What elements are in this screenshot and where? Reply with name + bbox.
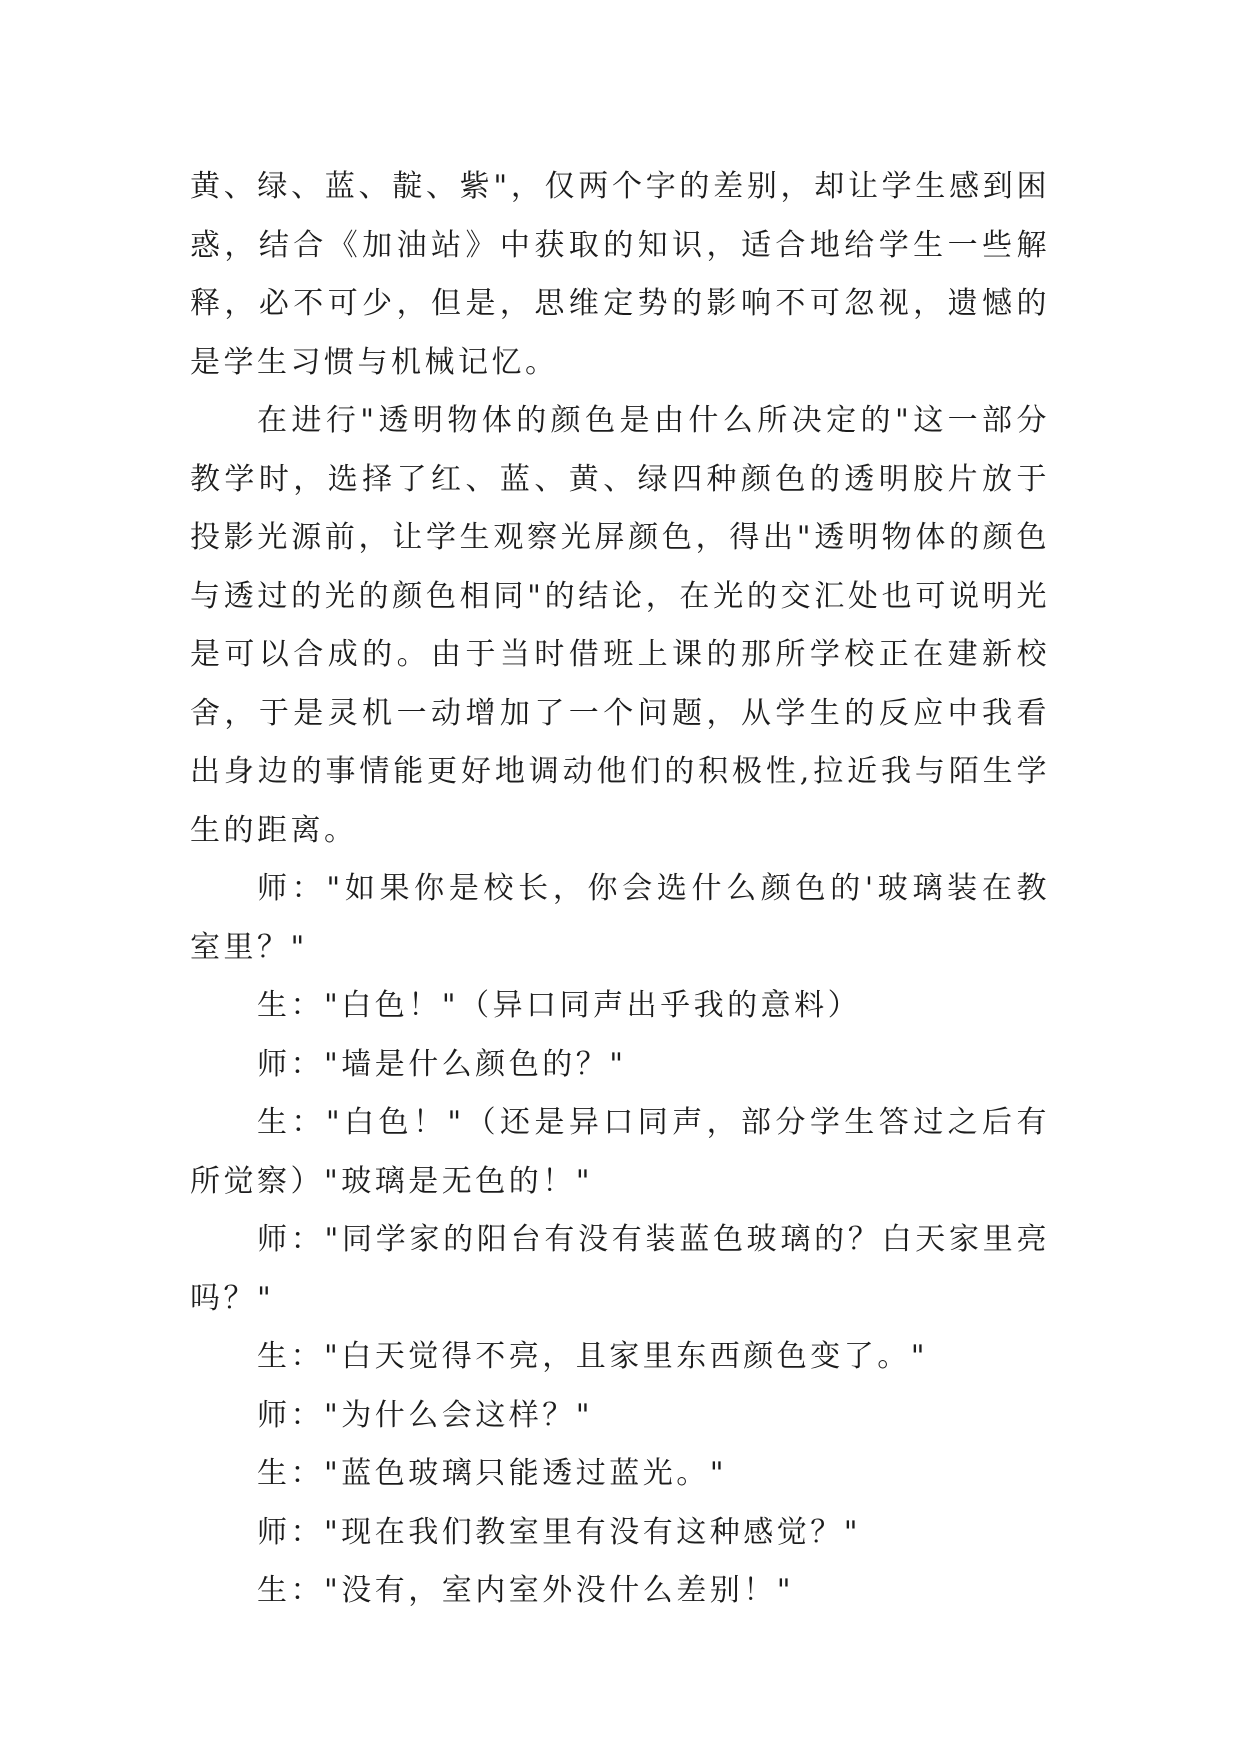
paragraph-2: 在进行"透明物体的颜色是由什么所决定的"这一部分教学时，选择了红、蓝、黄、绿四种颜色的透明胶片放于投影光源前，让学生观察光屏颜色，得出"透明物体的颜色与透过的光的颜色相同"的结论，在光的交汇处也可说明光是可以合成的。由于当时借班上课的那所学校正在建新校舍，于是灵机一动增加了一个问题，从学生的反应中我看出身边的事情能更好地调动他们的积极性,拉近我与陌生学生的距离。 [190, 403, 1050, 848]
dialogue-line-6: 生："白天觉得不亮，且家里东西颜色变了。" [257, 1339, 929, 1374]
dialogue-line-10: 生："没有，室内室外没什么差别！" [257, 1573, 795, 1608]
paragraph-1: 黄、绿、蓝、靛、紫"，仅两个字的差别，却让学生感到困惑，结合《加油站》中获取的知识，适合地给学生一些解释，必不可少，但是，思维定势的影响不可忽视，遗憾的是学生习惯与机械记忆。 [190, 169, 1050, 380]
dialogue-line-9: 师："现在我们教室里有没有这种感觉？" [257, 1514, 862, 1550]
dialogue-line-5: 师："同学家的阳台有没有装蓝色玻璃的？白天家里亮吗？" [190, 1222, 1050, 1316]
dialogue-line-3: 师："墙是什么颜色的？" [257, 1046, 627, 1082]
dialogue-line-1: 师："如果你是校长，你会选什么颜色的'玻璃装在教室里？" [190, 871, 1050, 965]
dialogue-line-7: 师："为什么会这样？" [257, 1397, 594, 1433]
dialogue-line-8: 生："蓝色玻璃只能透过蓝光。" [257, 1456, 728, 1491]
dialogue-line-4: 生："白色！"（还是异口同声，部分学生答过之后有所觉察）"玻璃是无色的！" [190, 1105, 1050, 1199]
document-body [190, 158, 1050, 1621]
dialogue-line-2: 生："白色！"（异口同声出乎我的意料） [257, 988, 862, 1023]
